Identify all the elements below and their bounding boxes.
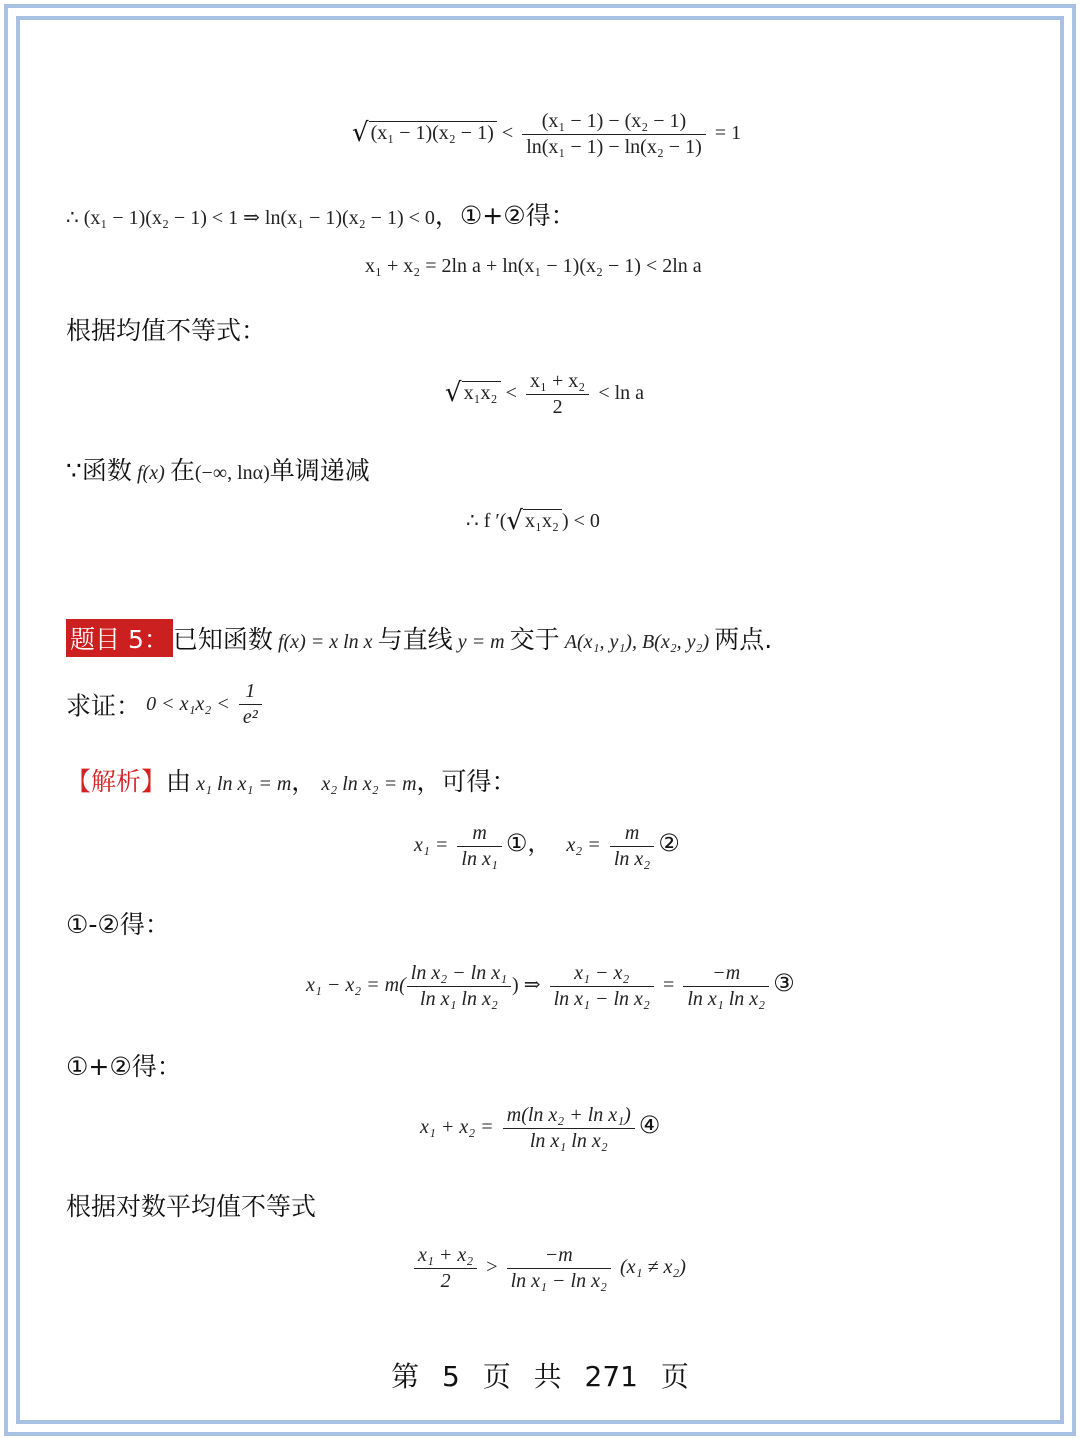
problem-text-4: 两点. bbox=[714, 625, 773, 654]
circled-two: ② bbox=[658, 829, 680, 857]
analysis-text-2: ，可得： bbox=[416, 767, 517, 796]
fraction-2 bbox=[550, 962, 654, 1011]
proof-fraction bbox=[239, 680, 262, 729]
lhs-2: x₂ = bbox=[566, 834, 601, 856]
fraction-1 bbox=[407, 962, 511, 1011]
sqrt-sign: √ bbox=[506, 506, 523, 536]
numerator: m bbox=[457, 822, 501, 847]
paragraph-mean-inequality: 根据均值不等式： bbox=[66, 316, 267, 345]
fraction bbox=[526, 370, 589, 419]
because-text: ∵函数 bbox=[66, 456, 132, 485]
denominator: ln x₁ − ln x₂ bbox=[553, 988, 650, 1010]
denominator: ln x₁ − ln x₂ bbox=[510, 1270, 607, 1292]
analysis-sep: ， bbox=[291, 767, 317, 796]
in-text: 在 bbox=[169, 456, 195, 485]
fraction bbox=[522, 110, 706, 159]
numerator: x₁ + x₂ bbox=[526, 370, 589, 395]
page-footer: 第 5 页 共 271 页 bbox=[391, 1360, 689, 1393]
condition: (x₁ ≠ x₂) bbox=[620, 1256, 686, 1278]
problem-tag: 题目 5： bbox=[66, 619, 173, 657]
circled-four: ④ bbox=[638, 1111, 661, 1139]
equation-1 bbox=[352, 110, 741, 159]
numerator: 1 bbox=[239, 680, 262, 705]
equation-5 bbox=[466, 506, 600, 536]
implication-line bbox=[66, 196, 576, 232]
equation-4 bbox=[445, 370, 644, 419]
lhs-1: x₁ = bbox=[414, 834, 449, 856]
sqrt-argument: x₁x₂ bbox=[462, 381, 501, 405]
numerator: ln x₂ − ln x₁ bbox=[407, 962, 511, 987]
denominator: ln x₂ bbox=[613, 848, 651, 870]
equation-7 bbox=[306, 962, 795, 1011]
paragraph-monotonic bbox=[66, 451, 370, 487]
analysis-math-2: x₂ ln x₂ = m bbox=[321, 773, 417, 795]
equation-3: x₁ + x₂ = 2ln a + ln(x₁ − 1)(x₂ − 1) < 2ln a bbox=[365, 255, 702, 277]
denominator: ln x₁ ln x₂ bbox=[529, 1130, 608, 1152]
analysis-tag: 【解析】 bbox=[66, 767, 167, 796]
denominator: 2 bbox=[440, 1270, 451, 1292]
numerator: m bbox=[610, 822, 654, 847]
numerator: x₁ − x₂ bbox=[550, 962, 654, 987]
equals-one: = 1 bbox=[714, 122, 742, 144]
numerator: −m bbox=[507, 1244, 611, 1269]
decreasing-text: 单调递减 bbox=[269, 456, 370, 485]
less-than: < bbox=[501, 122, 514, 144]
less-than: < bbox=[505, 382, 517, 404]
interval: (−∞, lnα) bbox=[194, 462, 270, 484]
analysis-line bbox=[66, 762, 517, 798]
paragraph-add: ①+②得： bbox=[66, 1052, 182, 1081]
equation-8 bbox=[420, 1104, 660, 1153]
denominator: e² bbox=[242, 706, 258, 728]
numerator: m(ln x₂ + ln x₁) bbox=[503, 1104, 635, 1129]
numerator: −m bbox=[683, 962, 769, 987]
problem-line: y = m bbox=[457, 631, 505, 653]
lhs: x₁ − x₂ = m( bbox=[306, 974, 406, 996]
sqrt-sign: √ bbox=[445, 378, 462, 408]
problem-points: A(x₁, y₁), B(x₂, y₂) bbox=[564, 631, 710, 653]
implies: ) ⇒ bbox=[512, 974, 541, 996]
rhs: < ln a bbox=[598, 382, 645, 404]
numerator: x₁ + x₂ bbox=[414, 1244, 477, 1269]
denominator: ln x₁ ln x₂ bbox=[687, 988, 766, 1010]
sqrt-argument: (x₁ − 1)(x₂ − 1) bbox=[369, 121, 497, 145]
suffix: ) < 0 bbox=[561, 510, 600, 532]
problem-text-3: 交于 bbox=[509, 625, 560, 654]
paragraph-subtract: ①-②得： bbox=[66, 910, 170, 939]
problem-text-2: 与直线 bbox=[377, 625, 453, 654]
implication-math: ∴ (x₁ − 1)(x₂ − 1) < 1 ⇒ ln(x₁ − 1)(x₂ − 1) < 0 bbox=[66, 207, 435, 229]
implication-text: ，①+②得： bbox=[434, 201, 576, 230]
greater-than: > bbox=[486, 1256, 498, 1278]
problem-text-1: 已知函数 bbox=[172, 625, 273, 654]
lhs: x₁ + x₂ = bbox=[420, 1116, 494, 1138]
sqrt-argument: x₁x₂ bbox=[523, 509, 562, 533]
problem-function: f(x) = x ln x bbox=[277, 631, 373, 653]
fraction-3 bbox=[683, 962, 769, 1011]
equals: = bbox=[662, 974, 675, 996]
denominator: 2 bbox=[552, 396, 563, 418]
denominator: ln x₁ ln x₂ bbox=[420, 988, 498, 1010]
equation-6 bbox=[414, 822, 680, 871]
analysis-math-1: x₁ ln x₁ = m bbox=[196, 773, 292, 795]
numerator: (x₁ − 1) − (x₂ − 1) bbox=[522, 110, 706, 135]
fraction-2 bbox=[610, 822, 654, 871]
proof-statement bbox=[66, 680, 266, 729]
sqrt-sign: √ bbox=[352, 118, 369, 148]
circled-three: ③ bbox=[773, 969, 795, 997]
denominator: ln(x₁ − 1) − ln(x₂ − 1) bbox=[526, 136, 702, 158]
fraction-2 bbox=[507, 1244, 611, 1293]
proof-label: 求证： bbox=[66, 691, 142, 721]
problem-statement bbox=[66, 619, 772, 657]
prefix: ∴ f ′( bbox=[466, 510, 507, 532]
proof-math: 0 < x₁x₂ < bbox=[146, 693, 230, 715]
denominator: ln x₁ bbox=[461, 848, 498, 870]
fraction-1 bbox=[414, 1244, 477, 1293]
analysis-text-1: 由 bbox=[166, 767, 192, 796]
equation-9 bbox=[410, 1244, 686, 1293]
paragraph-log-mean: 根据对数平均值不等式 bbox=[66, 1192, 317, 1221]
fraction bbox=[503, 1104, 635, 1153]
fraction-1 bbox=[457, 822, 501, 871]
function-fx: f(x) bbox=[137, 462, 165, 484]
circled-one: ①， bbox=[505, 829, 552, 857]
